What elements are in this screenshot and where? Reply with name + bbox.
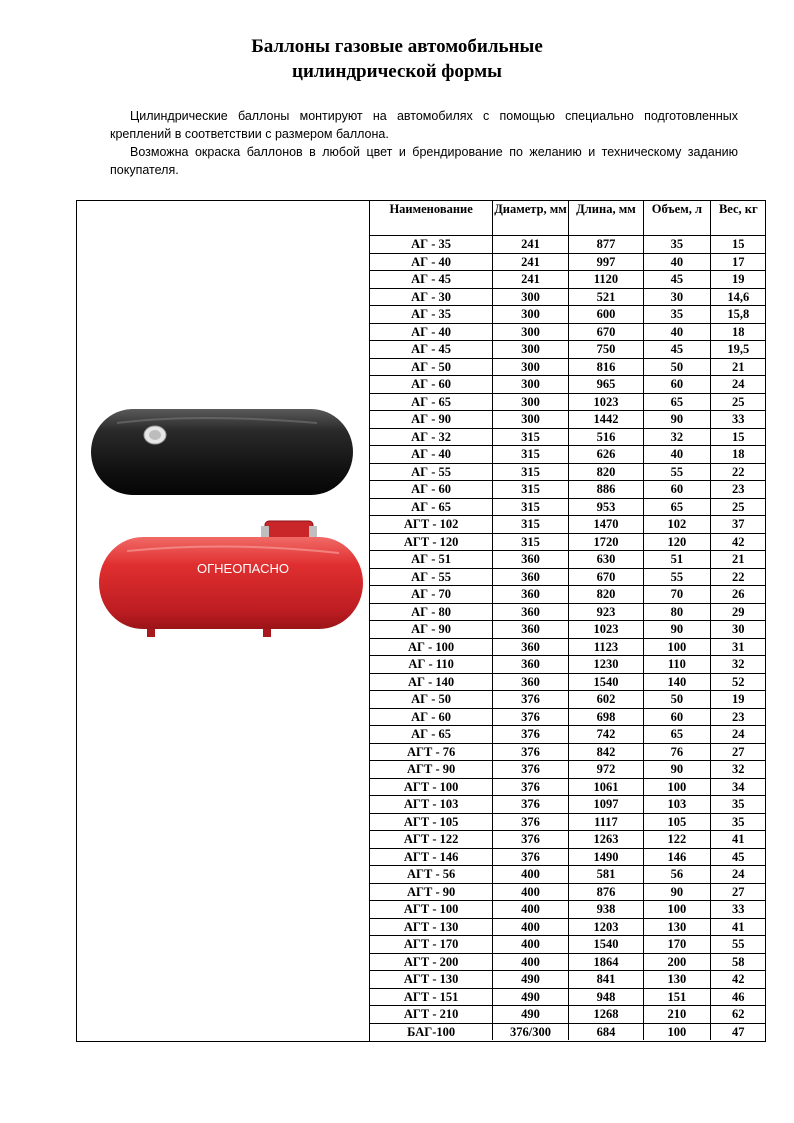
cell-weight: 32 <box>710 656 766 674</box>
cell-diameter: 315 <box>493 516 569 534</box>
cell-weight: 42 <box>710 971 766 989</box>
cell-weight: 25 <box>710 393 766 411</box>
cell-diameter: 360 <box>493 656 569 674</box>
cell-name: АГТ - 103 <box>370 796 493 814</box>
table-row <box>370 971 767 989</box>
cell-length: 1230 <box>568 656 643 674</box>
cell-diameter: 376/300 <box>493 1023 569 1040</box>
cell-length: 698 <box>568 708 643 726</box>
table-row <box>370 393 767 411</box>
table-row <box>370 621 767 639</box>
page-title <box>0 34 794 84</box>
cell-weight: 25 <box>710 498 766 516</box>
spec-table-body <box>370 236 767 1041</box>
cell-diameter: 400 <box>493 901 569 919</box>
cell-diameter: 360 <box>493 603 569 621</box>
cell-name: АГТ - 146 <box>370 848 493 866</box>
table-row <box>370 831 767 849</box>
cell-diameter: 241 <box>493 271 569 289</box>
cell-weight: 21 <box>710 358 766 376</box>
cell-length: 521 <box>568 288 643 306</box>
cell-name: АГ - 55 <box>370 568 493 586</box>
cell-length: 670 <box>568 568 643 586</box>
cell-length: 1023 <box>568 621 643 639</box>
cell-volume: 90 <box>644 761 711 779</box>
cell-name: АГТ - 130 <box>370 971 493 989</box>
cell-volume: 76 <box>644 743 711 761</box>
cell-volume: 35 <box>644 306 711 324</box>
cell-diameter: 376 <box>493 708 569 726</box>
red-tank-label: ОГНЕОПАСНО <box>197 561 289 576</box>
cell-weight: 24 <box>710 866 766 884</box>
cell-weight: 27 <box>710 883 766 901</box>
cell-length: 997 <box>568 253 643 271</box>
table-row <box>370 813 767 831</box>
cell-weight: 19 <box>710 271 766 289</box>
cell-volume: 102 <box>644 516 711 534</box>
cell-diameter: 376 <box>493 726 569 744</box>
cell-diameter: 360 <box>493 621 569 639</box>
cell-diameter: 360 <box>493 586 569 604</box>
cell-length: 953 <box>568 498 643 516</box>
cell-weight: 52 <box>710 673 766 691</box>
cell-diameter: 315 <box>493 533 569 551</box>
cell-name: АГТ - 120 <box>370 533 493 551</box>
cell-weight: 14,6 <box>710 288 766 306</box>
cell-volume: 200 <box>644 953 711 971</box>
cell-name: АГ - 60 <box>370 376 493 394</box>
cell-volume: 40 <box>644 253 711 271</box>
cell-length: 750 <box>568 341 643 359</box>
cell-length: 820 <box>568 463 643 481</box>
cell-length: 1023 <box>568 393 643 411</box>
table-row <box>370 603 767 621</box>
cell-volume: 170 <box>644 936 711 954</box>
cell-weight: 34 <box>710 778 766 796</box>
cell-diameter: 315 <box>493 498 569 516</box>
cell-diameter: 376 <box>493 831 569 849</box>
table-row <box>370 883 767 901</box>
cell-weight: 33 <box>710 411 766 429</box>
cell-length: 876 <box>568 883 643 901</box>
table-row <box>370 586 767 604</box>
table-row <box>370 866 767 884</box>
cell-weight: 23 <box>710 708 766 726</box>
cell-diameter: 300 <box>493 306 569 324</box>
cell-weight: 22 <box>710 463 766 481</box>
cell-weight: 15,8 <box>710 306 766 324</box>
table-row <box>370 376 767 394</box>
cell-diameter: 490 <box>493 988 569 1006</box>
cell-name: АГ - 65 <box>370 726 493 744</box>
cell-length: 742 <box>568 726 643 744</box>
intro-paragraph-1: Цилиндрические баллоны монтируют на автомобилях с помощью специально подготовленных креплений в соответствии с размером баллона. <box>110 109 738 141</box>
cell-weight: 19 <box>710 691 766 709</box>
cell-name: АГ - 60 <box>370 481 493 499</box>
cell-volume: 146 <box>644 848 711 866</box>
title-line-1: Баллоны газовые автомобильные <box>251 36 543 57</box>
cell-volume: 55 <box>644 463 711 481</box>
cell-name: АГ - 140 <box>370 673 493 691</box>
cell-volume: 105 <box>644 813 711 831</box>
cell-volume: 130 <box>644 971 711 989</box>
cell-volume: 55 <box>644 568 711 586</box>
cell-length: 1442 <box>568 411 643 429</box>
table-row <box>370 568 767 586</box>
cell-length: 972 <box>568 761 643 779</box>
cell-diameter: 300 <box>493 341 569 359</box>
cell-weight: 45 <box>710 848 766 866</box>
cell-volume: 90 <box>644 411 711 429</box>
cell-volume: 40 <box>644 446 711 464</box>
cell-diameter: 315 <box>493 463 569 481</box>
cell-weight: 22 <box>710 568 766 586</box>
cell-diameter: 241 <box>493 253 569 271</box>
cell-name: АГ - 50 <box>370 691 493 709</box>
cell-length: 842 <box>568 743 643 761</box>
table-row <box>370 498 767 516</box>
table-row <box>370 953 767 971</box>
cylinders-illustration <box>77 201 369 1041</box>
cell-length: 1864 <box>568 953 643 971</box>
cell-diameter: 300 <box>493 376 569 394</box>
cell-name: АГ - 45 <box>370 341 493 359</box>
cell-length: 581 <box>568 866 643 884</box>
cell-length: 1061 <box>568 778 643 796</box>
cell-length: 1490 <box>568 848 643 866</box>
table-row <box>370 901 767 919</box>
cell-weight: 23 <box>710 481 766 499</box>
cell-diameter: 300 <box>493 323 569 341</box>
product-photo <box>77 201 370 1041</box>
cell-volume: 110 <box>644 656 711 674</box>
cell-name: АГТ - 100 <box>370 901 493 919</box>
cell-name: АГ - 35 <box>370 236 493 254</box>
cell-diameter: 400 <box>493 918 569 936</box>
cell-name: АГ - 90 <box>370 411 493 429</box>
cell-diameter: 241 <box>493 236 569 254</box>
cell-name: АГТ - 56 <box>370 866 493 884</box>
cell-diameter: 376 <box>493 778 569 796</box>
cell-name: АГ - 45 <box>370 271 493 289</box>
cell-weight: 24 <box>710 376 766 394</box>
cell-diameter: 360 <box>493 568 569 586</box>
cell-volume: 65 <box>644 726 711 744</box>
cell-name: АГ - 55 <box>370 463 493 481</box>
table-row <box>370 428 767 446</box>
cell-diameter: 360 <box>493 673 569 691</box>
cell-length: 816 <box>568 358 643 376</box>
table-row <box>370 778 767 796</box>
cell-diameter: 490 <box>493 971 569 989</box>
cell-length: 923 <box>568 603 643 621</box>
table-row <box>370 988 767 1006</box>
table-row <box>370 533 767 551</box>
table-row <box>370 341 767 359</box>
cell-diameter: 300 <box>493 411 569 429</box>
cell-volume: 56 <box>644 866 711 884</box>
cell-volume: 40 <box>644 323 711 341</box>
cell-length: 600 <box>568 306 643 324</box>
cell-name: АГТ - 102 <box>370 516 493 534</box>
cell-diameter: 315 <box>493 446 569 464</box>
cell-length: 1540 <box>568 936 643 954</box>
cell-weight: 19,5 <box>710 341 766 359</box>
cell-weight: 30 <box>710 621 766 639</box>
cell-volume: 103 <box>644 796 711 814</box>
cell-name: АГ - 90 <box>370 621 493 639</box>
cell-diameter: 360 <box>493 551 569 569</box>
table-row <box>370 253 767 271</box>
cell-length: 684 <box>568 1023 643 1040</box>
header-volume: Объем, л <box>644 201 711 236</box>
black-cylinder <box>91 409 353 495</box>
cell-diameter: 315 <box>493 481 569 499</box>
cell-length: 1720 <box>568 533 643 551</box>
cell-weight: 24 <box>710 726 766 744</box>
cell-name: АГТ - 151 <box>370 988 493 1006</box>
cell-volume: 65 <box>644 393 711 411</box>
table-row <box>370 638 767 656</box>
cell-length: 965 <box>568 376 643 394</box>
cell-diameter: 490 <box>493 1006 569 1024</box>
cell-length: 1540 <box>568 673 643 691</box>
cell-name: АГТ - 170 <box>370 936 493 954</box>
cell-diameter: 360 <box>493 638 569 656</box>
cell-volume: 100 <box>644 638 711 656</box>
cell-diameter: 376 <box>493 761 569 779</box>
cell-name: БАГ-100 <box>370 1023 493 1040</box>
table-row <box>370 551 767 569</box>
cell-volume: 32 <box>644 428 711 446</box>
cell-diameter: 376 <box>493 813 569 831</box>
cell-volume: 120 <box>644 533 711 551</box>
table-row <box>370 708 767 726</box>
table-row <box>370 691 767 709</box>
table-row <box>370 726 767 744</box>
cell-name: АГ - 40 <box>370 253 493 271</box>
cell-volume: 65 <box>644 498 711 516</box>
cell-volume: 122 <box>644 831 711 849</box>
cell-weight: 31 <box>710 638 766 656</box>
cell-name: АГТ - 90 <box>370 883 493 901</box>
cell-length: 670 <box>568 323 643 341</box>
table-row <box>370 743 767 761</box>
cell-diameter: 376 <box>493 796 569 814</box>
cell-length: 1117 <box>568 813 643 831</box>
cell-length: 516 <box>568 428 643 446</box>
cell-name: АГ - 40 <box>370 446 493 464</box>
header-length: Длина, мм <box>568 201 643 236</box>
cell-volume: 80 <box>644 603 711 621</box>
table-row <box>370 463 767 481</box>
cell-length: 877 <box>568 236 643 254</box>
cell-volume: 45 <box>644 271 711 289</box>
cell-weight: 27 <box>710 743 766 761</box>
cell-name: АГ - 40 <box>370 323 493 341</box>
spec-frame <box>76 200 766 1042</box>
table-row <box>370 446 767 464</box>
cell-diameter: 376 <box>493 691 569 709</box>
cell-name: АГ - 100 <box>370 638 493 656</box>
cell-diameter: 400 <box>493 883 569 901</box>
table-row <box>370 796 767 814</box>
table-row <box>370 481 767 499</box>
cell-length: 1097 <box>568 796 643 814</box>
cell-weight: 42 <box>710 533 766 551</box>
cell-volume: 60 <box>644 708 711 726</box>
cell-volume: 30 <box>644 288 711 306</box>
table-row <box>370 288 767 306</box>
cell-length: 630 <box>568 551 643 569</box>
table-row <box>370 271 767 289</box>
cell-diameter: 300 <box>493 393 569 411</box>
table-row <box>370 761 767 779</box>
cell-length: 948 <box>568 988 643 1006</box>
cell-volume: 60 <box>644 481 711 499</box>
cell-volume: 100 <box>644 901 711 919</box>
cell-weight: 26 <box>710 586 766 604</box>
cell-name: АГ - 32 <box>370 428 493 446</box>
cell-diameter: 376 <box>493 848 569 866</box>
cell-name: АГТ - 210 <box>370 1006 493 1024</box>
cell-volume: 60 <box>644 376 711 394</box>
table-row <box>370 936 767 954</box>
cell-volume: 51 <box>644 551 711 569</box>
spec-table <box>369 201 766 1040</box>
cell-name: АГТ - 100 <box>370 778 493 796</box>
cell-length: 820 <box>568 586 643 604</box>
table-row <box>370 673 767 691</box>
intro-paragraph-2: Возможна окраска баллонов в любой цвет и брендирование по желанию и техническому заданию покупателя. <box>110 145 738 177</box>
cell-length: 886 <box>568 481 643 499</box>
cell-weight: 35 <box>710 813 766 831</box>
cell-name: АГТ - 90 <box>370 761 493 779</box>
cell-name: АГ - 70 <box>370 586 493 604</box>
cell-length: 1263 <box>568 831 643 849</box>
cell-name: АГ - 35 <box>370 306 493 324</box>
cell-weight: 32 <box>710 761 766 779</box>
cell-weight: 62 <box>710 1006 766 1024</box>
cell-diameter: 300 <box>493 288 569 306</box>
cell-length: 1203 <box>568 918 643 936</box>
cell-volume: 50 <box>644 691 711 709</box>
cell-weight: 37 <box>710 516 766 534</box>
cell-weight: 33 <box>710 901 766 919</box>
cell-weight: 58 <box>710 953 766 971</box>
table-row <box>370 306 767 324</box>
cell-name: АГТ - 130 <box>370 918 493 936</box>
intro-text <box>110 107 738 179</box>
cell-volume: 45 <box>644 341 711 359</box>
cell-volume: 35 <box>644 236 711 254</box>
cell-volume: 151 <box>644 988 711 1006</box>
cell-length: 841 <box>568 971 643 989</box>
cell-volume: 90 <box>644 621 711 639</box>
cell-volume: 100 <box>644 778 711 796</box>
cell-weight: 47 <box>710 1023 766 1040</box>
cell-weight: 41 <box>710 918 766 936</box>
cell-weight: 55 <box>710 936 766 954</box>
cell-name: АГТ - 200 <box>370 953 493 971</box>
cell-weight: 18 <box>710 323 766 341</box>
table-header-row <box>370 201 767 236</box>
table-row <box>370 656 767 674</box>
cell-weight: 29 <box>710 603 766 621</box>
cell-diameter: 315 <box>493 428 569 446</box>
header-weight: Вес, кг <box>710 201 766 236</box>
cell-name: АГТ - 105 <box>370 813 493 831</box>
cell-weight: 41 <box>710 831 766 849</box>
table-row <box>370 358 767 376</box>
cell-length: 1268 <box>568 1006 643 1024</box>
cell-diameter: 300 <box>493 358 569 376</box>
table-row <box>370 236 767 254</box>
cell-volume: 90 <box>644 883 711 901</box>
cell-name: АГ - 65 <box>370 498 493 516</box>
cell-name: АГ - 51 <box>370 551 493 569</box>
cell-name: АГ - 65 <box>370 393 493 411</box>
cell-length: 626 <box>568 446 643 464</box>
cell-diameter: 400 <box>493 866 569 884</box>
cell-weight: 18 <box>710 446 766 464</box>
cell-name: АГ - 50 <box>370 358 493 376</box>
cell-length: 938 <box>568 901 643 919</box>
table-row <box>370 918 767 936</box>
cell-volume: 50 <box>644 358 711 376</box>
cell-volume: 70 <box>644 586 711 604</box>
cell-weight: 35 <box>710 796 766 814</box>
cell-weight: 17 <box>710 253 766 271</box>
table-row <box>370 516 767 534</box>
table-row <box>370 1023 767 1040</box>
header-diameter: Диаметр, мм <box>493 201 569 236</box>
title-line-2: цилиндрической формы <box>292 61 502 82</box>
cell-volume: 140 <box>644 673 711 691</box>
cell-diameter: 400 <box>493 936 569 954</box>
cell-length: 1123 <box>568 638 643 656</box>
cell-length: 1120 <box>568 271 643 289</box>
table-row <box>370 411 767 429</box>
cell-name: АГ - 110 <box>370 656 493 674</box>
cell-name: АГ - 80 <box>370 603 493 621</box>
cell-volume: 210 <box>644 1006 711 1024</box>
cell-weight: 15 <box>710 236 766 254</box>
cell-name: АГТ - 122 <box>370 831 493 849</box>
table-row <box>370 1006 767 1024</box>
table-row <box>370 323 767 341</box>
cell-weight: 15 <box>710 428 766 446</box>
cell-diameter: 400 <box>493 953 569 971</box>
cell-weight: 46 <box>710 988 766 1006</box>
cell-weight: 21 <box>710 551 766 569</box>
header-name: Наименование <box>370 201 493 236</box>
cell-volume: 130 <box>644 918 711 936</box>
red-cylinder <box>99 521 363 637</box>
cell-length: 1470 <box>568 516 643 534</box>
cell-name: АГТ - 76 <box>370 743 493 761</box>
cell-length: 602 <box>568 691 643 709</box>
cell-name: АГ - 30 <box>370 288 493 306</box>
table-row <box>370 848 767 866</box>
cell-name: АГ - 60 <box>370 708 493 726</box>
cell-diameter: 376 <box>493 743 569 761</box>
cell-volume: 100 <box>644 1023 711 1040</box>
